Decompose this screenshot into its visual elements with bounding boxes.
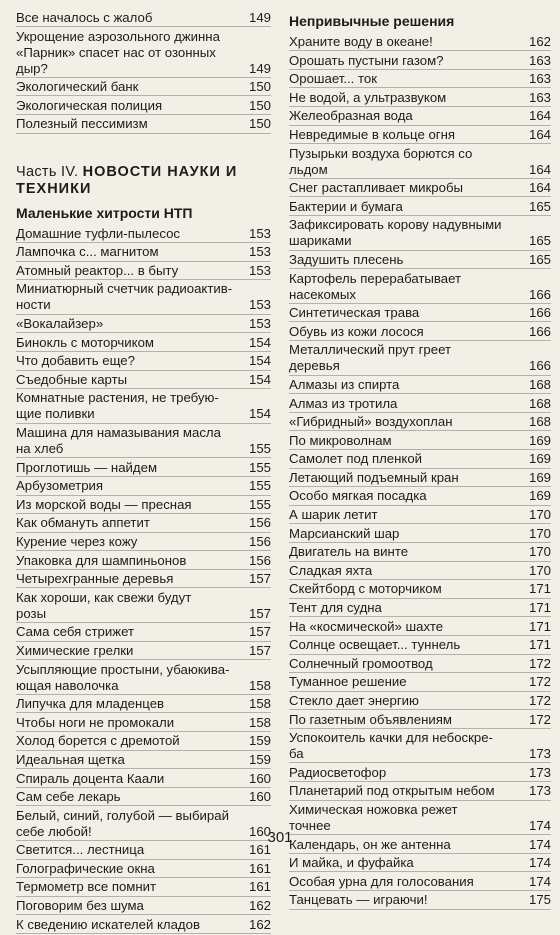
toc-entry-title: Невредимые в кольце огня [289,126,456,142]
toc-entry [16,789,271,806]
toc-entry-title: Из морской воды — пресная [16,496,192,512]
toc-entry [289,342,551,375]
toc-entry-page: 158 [248,677,271,693]
toc-entry-title: «Вокалайзер» [16,316,104,332]
toc-entry-page: 166 [528,286,551,302]
toc-entry [16,662,271,695]
toc-entry-title: Атомный реактор... в быту [16,262,179,278]
toc-entry [289,180,551,197]
toc-entry-title: Спираль доцента Каали [16,770,165,786]
toc-entry-page: 166 [528,323,551,339]
left-column [16,10,271,935]
toc-entry-page: 170 [528,507,551,523]
toc-entry-title: Задушить плесень [289,251,404,267]
part-heading-title: НОВОСТИ НАУКИ И ТЕХНИКИ [16,163,238,197]
toc-entry-page: 172 [528,674,551,690]
toc-entry-page: 162 [248,898,271,914]
toc-entry [16,335,271,352]
toc-entry [289,146,551,179]
toc-entry-page: 156 [248,533,271,549]
toc-entry-title: Экологическая полиция [16,97,163,113]
toc-entry [289,252,551,269]
toc-entry-title: На «космической» шахте [289,618,444,634]
toc-entry-page: 164 [528,126,551,142]
toc-entry-title: Поговорим без шума [16,898,144,914]
toc-entry-page: 173 [528,783,551,799]
toc-entry-title: Синтетическая трава [289,305,420,321]
toc-entry-page: 160 [248,789,271,805]
toc-entry [16,590,271,623]
toc-entry-page: 157 [248,642,271,658]
toc-entry-page: 163 [528,52,551,68]
toc-entry [289,674,551,691]
toc-entry-page: 157 [248,571,271,587]
toc-entry-title: По газетным объявлениям [289,711,452,727]
toc-entry-title: Усыпляющие простыни, убаюкива- ющая наволочка [16,661,230,693]
toc-entry-title: Летающий подъемный кран [289,469,459,485]
toc-entry-title: Термометр все помнит [16,879,157,895]
toc-entry [289,563,551,580]
toc-entry-page: 175 [528,892,551,908]
toc-entry [16,244,271,261]
toc-entry-title: Двигатель на винте [289,544,409,560]
toc-entry [16,29,271,78]
toc-entry [289,730,551,763]
toc-entry [289,507,551,524]
toc-entry-page: 169 [528,469,551,485]
toc-entry-title: Арбузометрия [16,478,104,494]
toc-entry [289,874,551,891]
toc-entry-page: 149 [248,60,271,76]
toc-entry-title: Липучка для младенцев [16,696,165,712]
toc-entry [16,281,271,314]
toc-entry [289,396,551,413]
section-entries-list [289,34,551,910]
toc-entry-page: 169 [528,488,551,504]
toc-entry-page: 165 [528,233,551,249]
toc-entry [16,316,271,333]
toc-entry-page: 164 [528,108,551,124]
toc-entry [289,892,551,909]
toc-entry-page: 165 [528,198,551,214]
page-number: 301 [267,829,293,846]
toc-entry-page: 164 [528,161,551,177]
toc-entry-title: И майка, и фуфайка [289,855,414,871]
toc-entry-title: Химические грелки [16,642,134,658]
toc-entry-title: Успокоитель качки для небоскре- ба [289,730,493,762]
toc-entry-page: 172 [528,655,551,671]
toc-entry-title: Радиосветофор [289,764,387,780]
toc-entry-title: Алмаз из тротила [289,395,398,411]
toc-entry-title: Холод борется с дремотой [16,733,180,749]
toc-entry [289,451,551,468]
toc-entry [289,855,551,872]
toc-entry-page: 153 [248,297,271,313]
toc-entry-title: Желеобразная вода [289,108,413,124]
toc-entry-page: 161 [248,860,271,876]
toc-entry-page: 158 [248,714,271,730]
toc-entry-title: Четырехгранные деревья [16,571,174,587]
toc-entry [289,271,551,304]
toc-entry-title: Светится... лестница [16,842,145,858]
toc-entry-title: Обувь из кожи лосося [289,323,424,339]
toc-entry-page: 162 [528,34,551,49]
toc-entry [289,581,551,598]
toc-entry [16,226,271,243]
toc-entry-page: 154 [248,353,271,369]
toc-entry-page: 159 [248,751,271,767]
toc-entry-title: Особо мягкая посадка [289,488,427,504]
toc-entry-title: Курение через кожу [16,533,138,549]
section-entries-list [16,226,271,934]
toc-entry-title: Что добавить еще? [16,353,135,369]
toc-entry-title: Экологический банк [16,79,139,95]
toc-entry [16,917,271,934]
toc-entry-title: Металлический прут греет деревья [289,342,452,374]
toc-entry [289,544,551,561]
toc-entry-page: 163 [528,89,551,105]
toc-entry [16,643,271,660]
toc-entry [289,765,551,782]
toc-entry-page: 170 [528,562,551,578]
toc-entry [289,71,551,88]
toc-entry-page: 155 [248,459,271,475]
toc-entry-title: Не водой, а ультразвуком [289,89,447,105]
toc-entry-page: 171 [528,637,551,653]
toc-entry-page: 155 [248,441,271,457]
toc-entry [16,752,271,769]
toc-entry-page: 165 [528,251,551,267]
toc-entry-page: 159 [248,733,271,749]
toc-entry [16,116,271,133]
toc-entry [16,861,271,878]
toc-entry-title: Календарь, он же антенна [289,836,451,852]
toc-entry-page: 174 [528,873,551,889]
toc-entry-title: К сведению искателей кладов [16,916,200,932]
toc-entry [289,712,551,729]
toc-entry [289,637,551,654]
toc-entry-page: 169 [528,432,551,448]
section-title-right: Непривычные решения [289,13,455,29]
toc-entry [16,696,271,713]
toc-entry [289,377,551,394]
toc-entry [289,90,551,107]
toc-entry [16,571,271,588]
toc-entry [289,127,551,144]
toc-entry-page: 153 [248,225,271,241]
toc-entry [16,390,271,423]
right-column [289,10,551,911]
toc-entry-title: Орошает... ток [289,71,377,87]
toc-entry-title: Упаковка для шампиньонов [16,552,187,568]
toc-entry-title: Как хороши, как свежи будут розы [16,589,192,621]
toc-entry-page: 164 [528,180,551,196]
toc-entry-page: 155 [248,496,271,512]
toc-entry-page: 154 [248,371,271,387]
toc-entry [289,34,551,51]
toc-entry-page: 158 [248,696,271,712]
toc-entry-page: 156 [248,552,271,568]
toc-entry-title: Миниатюрный счетчик радиоактив- ности [16,281,233,313]
toc-entry [16,372,271,389]
toc-entry-title: Чтобы ноги не промокали [16,714,175,730]
toc-entry [289,470,551,487]
toc-entry [16,425,271,458]
toc-entry-title: Проглотишь — найдем [16,459,158,475]
toc-entry [289,305,551,322]
toc-entry-title: Зафиксировать корову надувными шариками [289,217,502,249]
toc-entry-title: Храните воду в океане! [289,34,433,49]
toc-entry-page: 162 [248,916,271,932]
toc-entry-page: 149 [248,10,271,25]
toc-entry [289,600,551,617]
toc-entry-page: 166 [528,305,551,321]
toc-entry-page: 161 [248,879,271,895]
toc-entry-page: 171 [528,581,551,597]
toc-entry [289,433,551,450]
toc-entry [16,478,271,495]
toc-entry [16,497,271,514]
toc-entry [16,515,271,532]
toc-entry-title: Химическая ножовка режет точнее [289,801,458,833]
toc-entry [289,619,551,636]
toc-entry [16,353,271,370]
toc-entry-title: Домашние туфли-пылесос [16,225,181,241]
toc-entry-page: 157 [248,624,271,640]
toc-entry [16,10,271,27]
toc-entry-page: 174 [528,817,551,833]
section-title-left: Маленькие хитрости НТП [16,204,193,221]
toc-entry [16,553,271,570]
toc-entry-title: Солнце освещает... туннель [289,637,461,653]
toc-entry-title: Скейтборд с моторчиком [289,581,442,597]
toc-entry-title: Укрощение аэрозольного джинна «Парник» спасет нас от озонных дыр? [16,28,220,76]
toc-entry [16,715,271,732]
toc-entry-title: Сама себя стрижет [16,624,135,640]
toc-entry-title: Снег растапливает микробы [289,180,463,196]
toc-entry-page: 160 [248,823,271,839]
toc-entry-title: Планетарий под открытым небом [289,783,495,799]
toc-entry-page: 163 [528,71,551,87]
toc-entry-page: 172 [528,711,551,727]
toc-entry [289,108,551,125]
toc-entry-page: 172 [528,693,551,708]
toc-entry-page: 150 [248,97,271,113]
toc-entry-page: 154 [248,334,271,350]
top-entries-list [16,10,271,134]
toc-entry-page: 153 [248,316,271,332]
toc-entry-page: 174 [528,836,551,852]
toc-entry-page: 173 [528,764,551,780]
toc-entry-page: 173 [528,746,551,762]
part-heading-prefix: Часть IV. [16,163,79,180]
toc-entry [16,263,271,280]
toc-entry-page: 160 [248,770,271,786]
toc-entry-title: Тент для судна [289,600,382,616]
toc-entry-title: Алмазы из спирта [289,376,400,392]
toc-entry-title: Белый, синий, голубой — выбирай себе любой! [16,807,229,839]
toc-entry [289,526,551,543]
toc-entry-page: 168 [528,414,551,430]
toc-entry-title: Голографические окна [16,860,155,876]
toc-entry-title: Танцевать — играючи! [289,892,428,908]
toc-entry [16,733,271,750]
toc-entry-page: 155 [248,478,271,494]
toc-entry-page: 170 [528,544,551,560]
toc-entry-page: 154 [248,406,271,422]
part-heading [16,164,271,198]
toc-entry-title: Все началось с жалоб [16,10,153,25]
toc-entry-page: 150 [248,79,271,95]
toc-entry-title: Пузырьки воздуха борются со льдом [289,145,473,177]
toc-entry [289,324,551,341]
toc-entry-page: 170 [528,525,551,541]
toc-entry-title: Сладкая яхта [289,562,373,578]
toc-entry-title: Машина для намазывания масла на хлеб [16,425,221,457]
toc-entry [289,199,551,216]
toc-entry-title: Туманное решение [289,674,407,690]
toc-entry-title: Полезный пессимизм [16,116,148,132]
toc-entry [289,488,551,505]
toc-entry-page: 171 [528,600,551,616]
toc-entry-title: По микроволнам [289,432,392,448]
toc-entry-title: «Гибридный» воздухоплан [289,414,453,430]
toc-entry [16,879,271,896]
toc-entry-title: Сам себе лекарь [16,789,121,805]
toc-entry-title: Бинокль с моторчиком [16,334,154,350]
toc-entry-page: 166 [528,358,551,374]
toc-entry [16,898,271,915]
toc-entry-title: Как обмануть аппетит [16,515,150,531]
toc-entry-title: Особая урна для голосования [289,873,474,889]
toc-entry-page: 156 [248,515,271,531]
toc-entry [289,414,551,431]
toc-entry [289,217,551,250]
toc-entry-page: 157 [248,605,271,621]
toc-entry-page: 161 [248,842,271,858]
toc-entry-title: Лампочка с... магнитом [16,244,159,260]
toc-entry-page: 150 [248,116,271,132]
toc-entry [289,693,551,710]
toc-entry [289,656,551,673]
toc-entry-title: Солнечный громоотвод [289,655,433,671]
toc-entry-page: 169 [528,451,551,467]
toc-entry-title: Самолет под пленкой [289,451,423,467]
toc-entry-title: Картофель перерабатывает насекомых [289,270,462,302]
toc-entry-page: 153 [248,244,271,260]
toc-entry-title: Комнатные растения, не требую- щие поливки [16,390,219,422]
toc-entry-page: 174 [528,855,551,871]
toc-entry [16,460,271,477]
toc-entry-title: А шарик летит [289,507,378,523]
toc-entry-page: 153 [248,262,271,278]
toc-entry [289,53,551,70]
toc-entry-title: Бактерии и бумага [289,198,403,214]
toc-entry-title: Стекло дает энергию [289,693,419,708]
toc-entry-title: Орошать пустыни газом? [289,52,444,68]
toc-entry-title: Съедобные карты [16,371,128,387]
toc-entry [16,624,271,641]
toc-entry [289,783,551,800]
toc-entry-title: Марсианский шар [289,525,400,541]
toc-entry [16,771,271,788]
toc-entry [16,98,271,115]
toc-entry-title: Идеальная щетка [16,751,125,767]
toc-entry-page: 168 [528,376,551,392]
toc-entry-page: 171 [528,618,551,634]
toc-entry [16,79,271,96]
toc-entry-page: 168 [528,395,551,411]
toc-entry [16,534,271,551]
